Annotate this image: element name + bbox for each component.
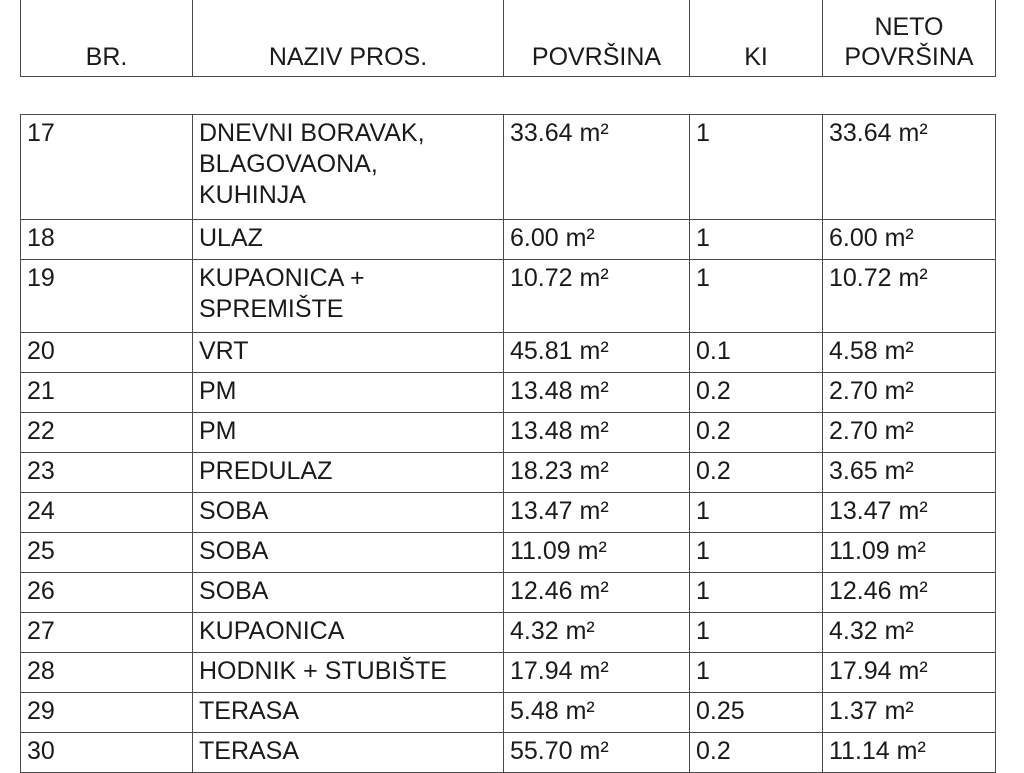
header-br: BR. (21, 0, 193, 77)
cell-br: 30 (21, 733, 193, 773)
cell-br: 23 (21, 453, 193, 493)
header-row (21, 0, 996, 77)
header-povrsina: POVRŠINA (504, 0, 690, 77)
cell-br: 19 (21, 260, 193, 333)
cell-naziv-line: VRT (199, 337, 249, 365)
table-row (21, 733, 996, 773)
cell-neto: 1.37 m² (823, 693, 996, 733)
cell-naziv (193, 333, 504, 373)
cell-naziv (193, 220, 504, 260)
cell-povrsina: 5.48 m² (504, 693, 690, 733)
cell-neto: 6.00 m² (823, 220, 996, 260)
header-ki: KI (690, 0, 823, 77)
cell-ki: 1 (690, 220, 823, 260)
cell-ki: 1 (690, 613, 823, 653)
cell-naziv (193, 573, 504, 613)
table-row (21, 373, 996, 413)
table-row (21, 653, 996, 693)
cell-ki: 0.1 (690, 333, 823, 373)
table-row (21, 693, 996, 733)
cell-neto: 3.65 m² (823, 453, 996, 493)
cell-naziv-line: KUHINJA (199, 181, 306, 209)
cell-ki: 0.25 (690, 693, 823, 733)
table-row (21, 413, 996, 453)
cell-povrsina: 6.00 m² (504, 220, 690, 260)
cell-naziv (193, 453, 504, 493)
cell-ki: 1 (690, 573, 823, 613)
cell-naziv-line: ULAZ (199, 224, 263, 252)
cell-neto: 2.70 m² (823, 413, 996, 453)
cell-neto: 11.09 m² (823, 533, 996, 573)
cell-br: 28 (21, 653, 193, 693)
cell-povrsina: 13.47 m² (504, 493, 690, 533)
cell-ki: 0.2 (690, 413, 823, 453)
cell-br: 18 (21, 220, 193, 260)
cell-br: 22 (21, 413, 193, 453)
cell-naziv (193, 260, 504, 333)
cell-ki: 1 (690, 260, 823, 333)
table-row (21, 453, 996, 493)
header-neto-line2: POVRŠINA (844, 43, 974, 71)
cell-naziv (193, 413, 504, 453)
cell-naziv (193, 693, 504, 733)
cell-ki: 0.2 (690, 453, 823, 493)
cell-ki: 0.2 (690, 373, 823, 413)
cell-ki: 1 (690, 533, 823, 573)
cell-ki: 0.2 (690, 733, 823, 773)
cell-naziv (193, 533, 504, 573)
cell-neto: 4.32 m² (823, 613, 996, 653)
cell-br: 17 (21, 115, 193, 220)
cell-neto: 12.46 m² (823, 573, 996, 613)
cell-povrsina: 18.23 m² (504, 453, 690, 493)
cell-ki: 1 (690, 115, 823, 220)
cell-naziv-line: SOBA (199, 497, 269, 525)
table-row (21, 573, 996, 613)
cell-neto: 10.72 m² (823, 260, 996, 333)
cell-povrsina: 17.94 m² (504, 653, 690, 693)
header-table (20, 0, 996, 77)
cell-br: 29 (21, 693, 193, 733)
cell-neto: 2.70 m² (823, 373, 996, 413)
cell-povrsina: 13.48 m² (504, 373, 690, 413)
cell-naziv-line: PM (199, 417, 237, 445)
cell-naziv-line: KUPAONICA + (199, 264, 365, 292)
cell-br: 25 (21, 533, 193, 573)
cell-br: 27 (21, 613, 193, 653)
cell-povrsina: 45.81 m² (504, 333, 690, 373)
cell-naziv (193, 653, 504, 693)
table-row (21, 493, 996, 533)
table-row (21, 613, 996, 653)
cell-povrsina: 11.09 m² (504, 533, 690, 573)
cell-neto: 17.94 m² (823, 653, 996, 693)
cell-neto: 11.14 m² (823, 733, 996, 773)
cell-povrsina: 33.64 m² (504, 115, 690, 220)
cell-naziv (193, 373, 504, 413)
cell-povrsina: 55.70 m² (504, 733, 690, 773)
cell-naziv-line: SPREMIŠTE (199, 295, 344, 323)
header-naziv: NAZIV PROS. (193, 0, 504, 77)
rooms-table (20, 114, 996, 773)
cell-neto: 13.47 m² (823, 493, 996, 533)
cell-naziv-line: PREDULAZ (199, 457, 333, 485)
cell-naziv-line: TERASA (199, 697, 300, 725)
rooms-table-body (21, 115, 996, 773)
cell-naziv-line: PM (199, 377, 237, 405)
table-row (21, 260, 996, 333)
cell-br: 20 (21, 333, 193, 373)
cell-ki: 1 (690, 493, 823, 533)
header-neto-line1: NETO (874, 13, 944, 41)
cell-povrsina: 13.48 m² (504, 413, 690, 453)
cell-br: 24 (21, 493, 193, 533)
cell-naziv-line: DNEVNI BORAVAK, (199, 119, 425, 147)
cell-naziv-line: HODNIK + STUBIŠTE (199, 657, 447, 685)
cell-neto: 33.64 m² (823, 115, 996, 220)
table-row (21, 220, 996, 260)
cell-povrsina: 4.32 m² (504, 613, 690, 653)
cell-naziv (193, 115, 504, 220)
table-row (21, 533, 996, 573)
cell-povrsina: 12.46 m² (504, 573, 690, 613)
cell-neto: 4.58 m² (823, 333, 996, 373)
header-neto (823, 0, 996, 77)
cell-naziv-line: BLAGOVAONA, (199, 150, 378, 178)
cell-naziv (193, 733, 504, 773)
cell-naziv (193, 613, 504, 653)
cell-naziv-line: SOBA (199, 577, 269, 605)
cell-br: 21 (21, 373, 193, 413)
cell-br: 26 (21, 573, 193, 613)
table-row (21, 115, 996, 220)
cell-naziv-line: TERASA (199, 737, 300, 765)
cell-naziv-line: KUPAONICA (199, 617, 345, 645)
cell-naziv (193, 493, 504, 533)
cell-povrsina: 10.72 m² (504, 260, 690, 333)
cell-ki: 1 (690, 653, 823, 693)
table-row (21, 333, 996, 373)
cell-naziv-line: SOBA (199, 537, 269, 565)
